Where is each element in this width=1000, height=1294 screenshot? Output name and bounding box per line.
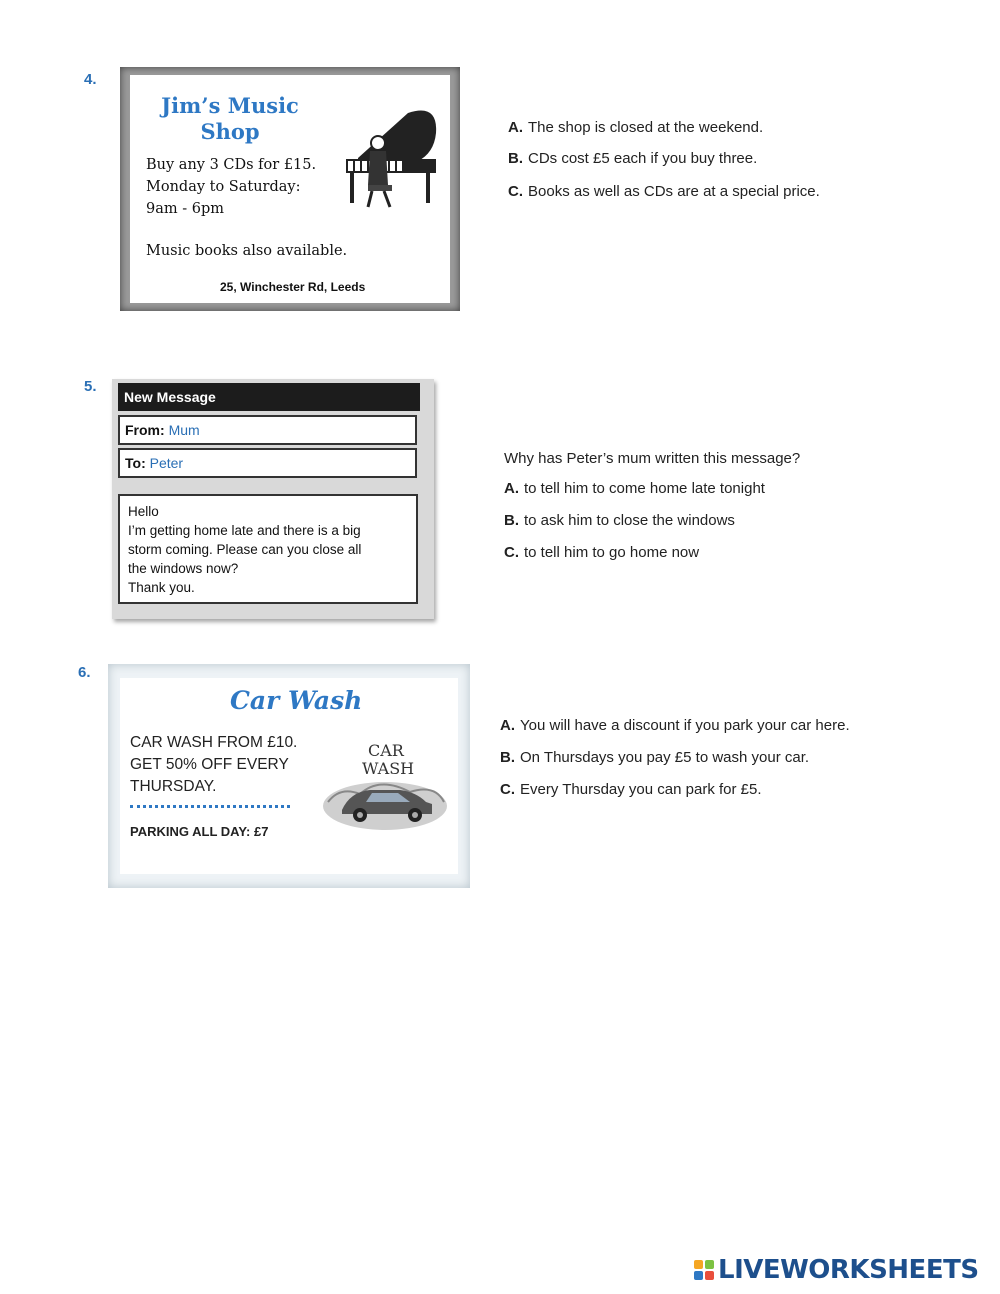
car-wash-sign xyxy=(108,664,470,888)
option-text: The shop is closed at the weekend. xyxy=(528,119,764,136)
piano-icon xyxy=(338,103,448,213)
from-value: Mum xyxy=(168,422,200,438)
q5-option-a[interactable] xyxy=(504,480,765,497)
q4-option-b[interactable] xyxy=(508,150,757,167)
option-text: to tell him to come home late tonight xyxy=(524,480,765,497)
option-letter: B. xyxy=(500,749,515,766)
to-value: Peter xyxy=(149,455,184,471)
option-letter: C. xyxy=(508,183,523,200)
option-text: On Thursdays you pay £5 to wash your car. xyxy=(520,749,810,766)
option-letter: A. xyxy=(508,119,523,136)
to-label: To: xyxy=(125,455,146,471)
logo-wordmark: LIVEWORKSHEETS xyxy=(718,1255,979,1285)
option-text: Every Thursday you can park for £5. xyxy=(520,781,762,798)
option-text: to tell him to go home now xyxy=(524,544,700,561)
message-line: Hello xyxy=(128,504,159,519)
question-number-5: 5. xyxy=(84,378,97,395)
message-body xyxy=(118,494,418,604)
sign-days: Monday to Saturday: xyxy=(146,179,301,195)
sign-title-line2: Shop xyxy=(200,119,260,144)
q5-option-b[interactable] xyxy=(504,512,735,529)
sign-address: 25, Winchester Rd, Leeds xyxy=(220,280,366,294)
q4-option-c[interactable] xyxy=(508,183,820,200)
car-wash-day: THURSDAY. xyxy=(130,778,217,795)
q5-question: Why has Peter’s mum written this message? xyxy=(504,450,801,467)
message-line: I’m getting home late and there is a big xyxy=(128,523,361,538)
logo-mark-icon xyxy=(694,1260,714,1280)
q6-option-c[interactable] xyxy=(500,781,762,798)
sign-title-line1: Jim’s Music xyxy=(161,93,299,118)
message-header: New Message xyxy=(118,383,420,411)
option-text: You will have a discount if you park your car here. xyxy=(520,717,850,734)
option-letter: C. xyxy=(500,781,515,798)
sign-hours: 9am - 6pm xyxy=(146,201,224,217)
from-field xyxy=(118,415,417,445)
message-line: storm coming. Please can you close all xyxy=(128,542,362,557)
new-message-card xyxy=(112,379,434,619)
question-number-6: 6. xyxy=(78,664,91,681)
liveworksheets-logo[interactable] xyxy=(694,1255,979,1285)
car-wash-price: CAR WASH FROM £10. xyxy=(130,734,298,751)
sign-title xyxy=(130,93,330,145)
parking-price: PARKING ALL DAY: £7 xyxy=(130,824,269,839)
logo-text-wash: WASH xyxy=(362,759,415,778)
from-label: From: xyxy=(125,422,165,438)
option-text: Books as well as CDs are at a special price. xyxy=(528,183,820,200)
q4-option-a[interactable] xyxy=(508,119,763,136)
car-wash-title: Car Wash xyxy=(230,686,363,715)
q5-option-c[interactable] xyxy=(504,544,699,561)
sign-books: Music books also available. xyxy=(146,243,348,259)
option-letter: B. xyxy=(504,512,519,529)
option-letter: C. xyxy=(504,544,519,561)
car-wash-logo-icon xyxy=(320,736,450,836)
sign-offer: Buy any 3 CDs for £15. xyxy=(146,157,317,173)
question-number-4: 4. xyxy=(84,71,97,88)
option-text: CDs cost £5 each if you buy three. xyxy=(528,150,758,167)
option-text: to ask him to close the windows xyxy=(524,512,735,529)
message-line: the windows now? xyxy=(128,561,239,576)
car-wash-discount: GET 50% OFF EVERY xyxy=(130,756,289,773)
music-shop-sign xyxy=(120,67,460,311)
message-line: Thank you. xyxy=(128,580,195,595)
to-field xyxy=(118,448,417,478)
logo-text-car: CAR xyxy=(368,741,404,760)
option-letter: A. xyxy=(504,480,519,497)
option-letter: B. xyxy=(508,150,523,167)
q6-option-b[interactable] xyxy=(500,749,809,766)
option-letter: A. xyxy=(500,717,515,734)
dotted-divider xyxy=(130,805,290,808)
q6-option-a[interactable] xyxy=(500,717,850,734)
